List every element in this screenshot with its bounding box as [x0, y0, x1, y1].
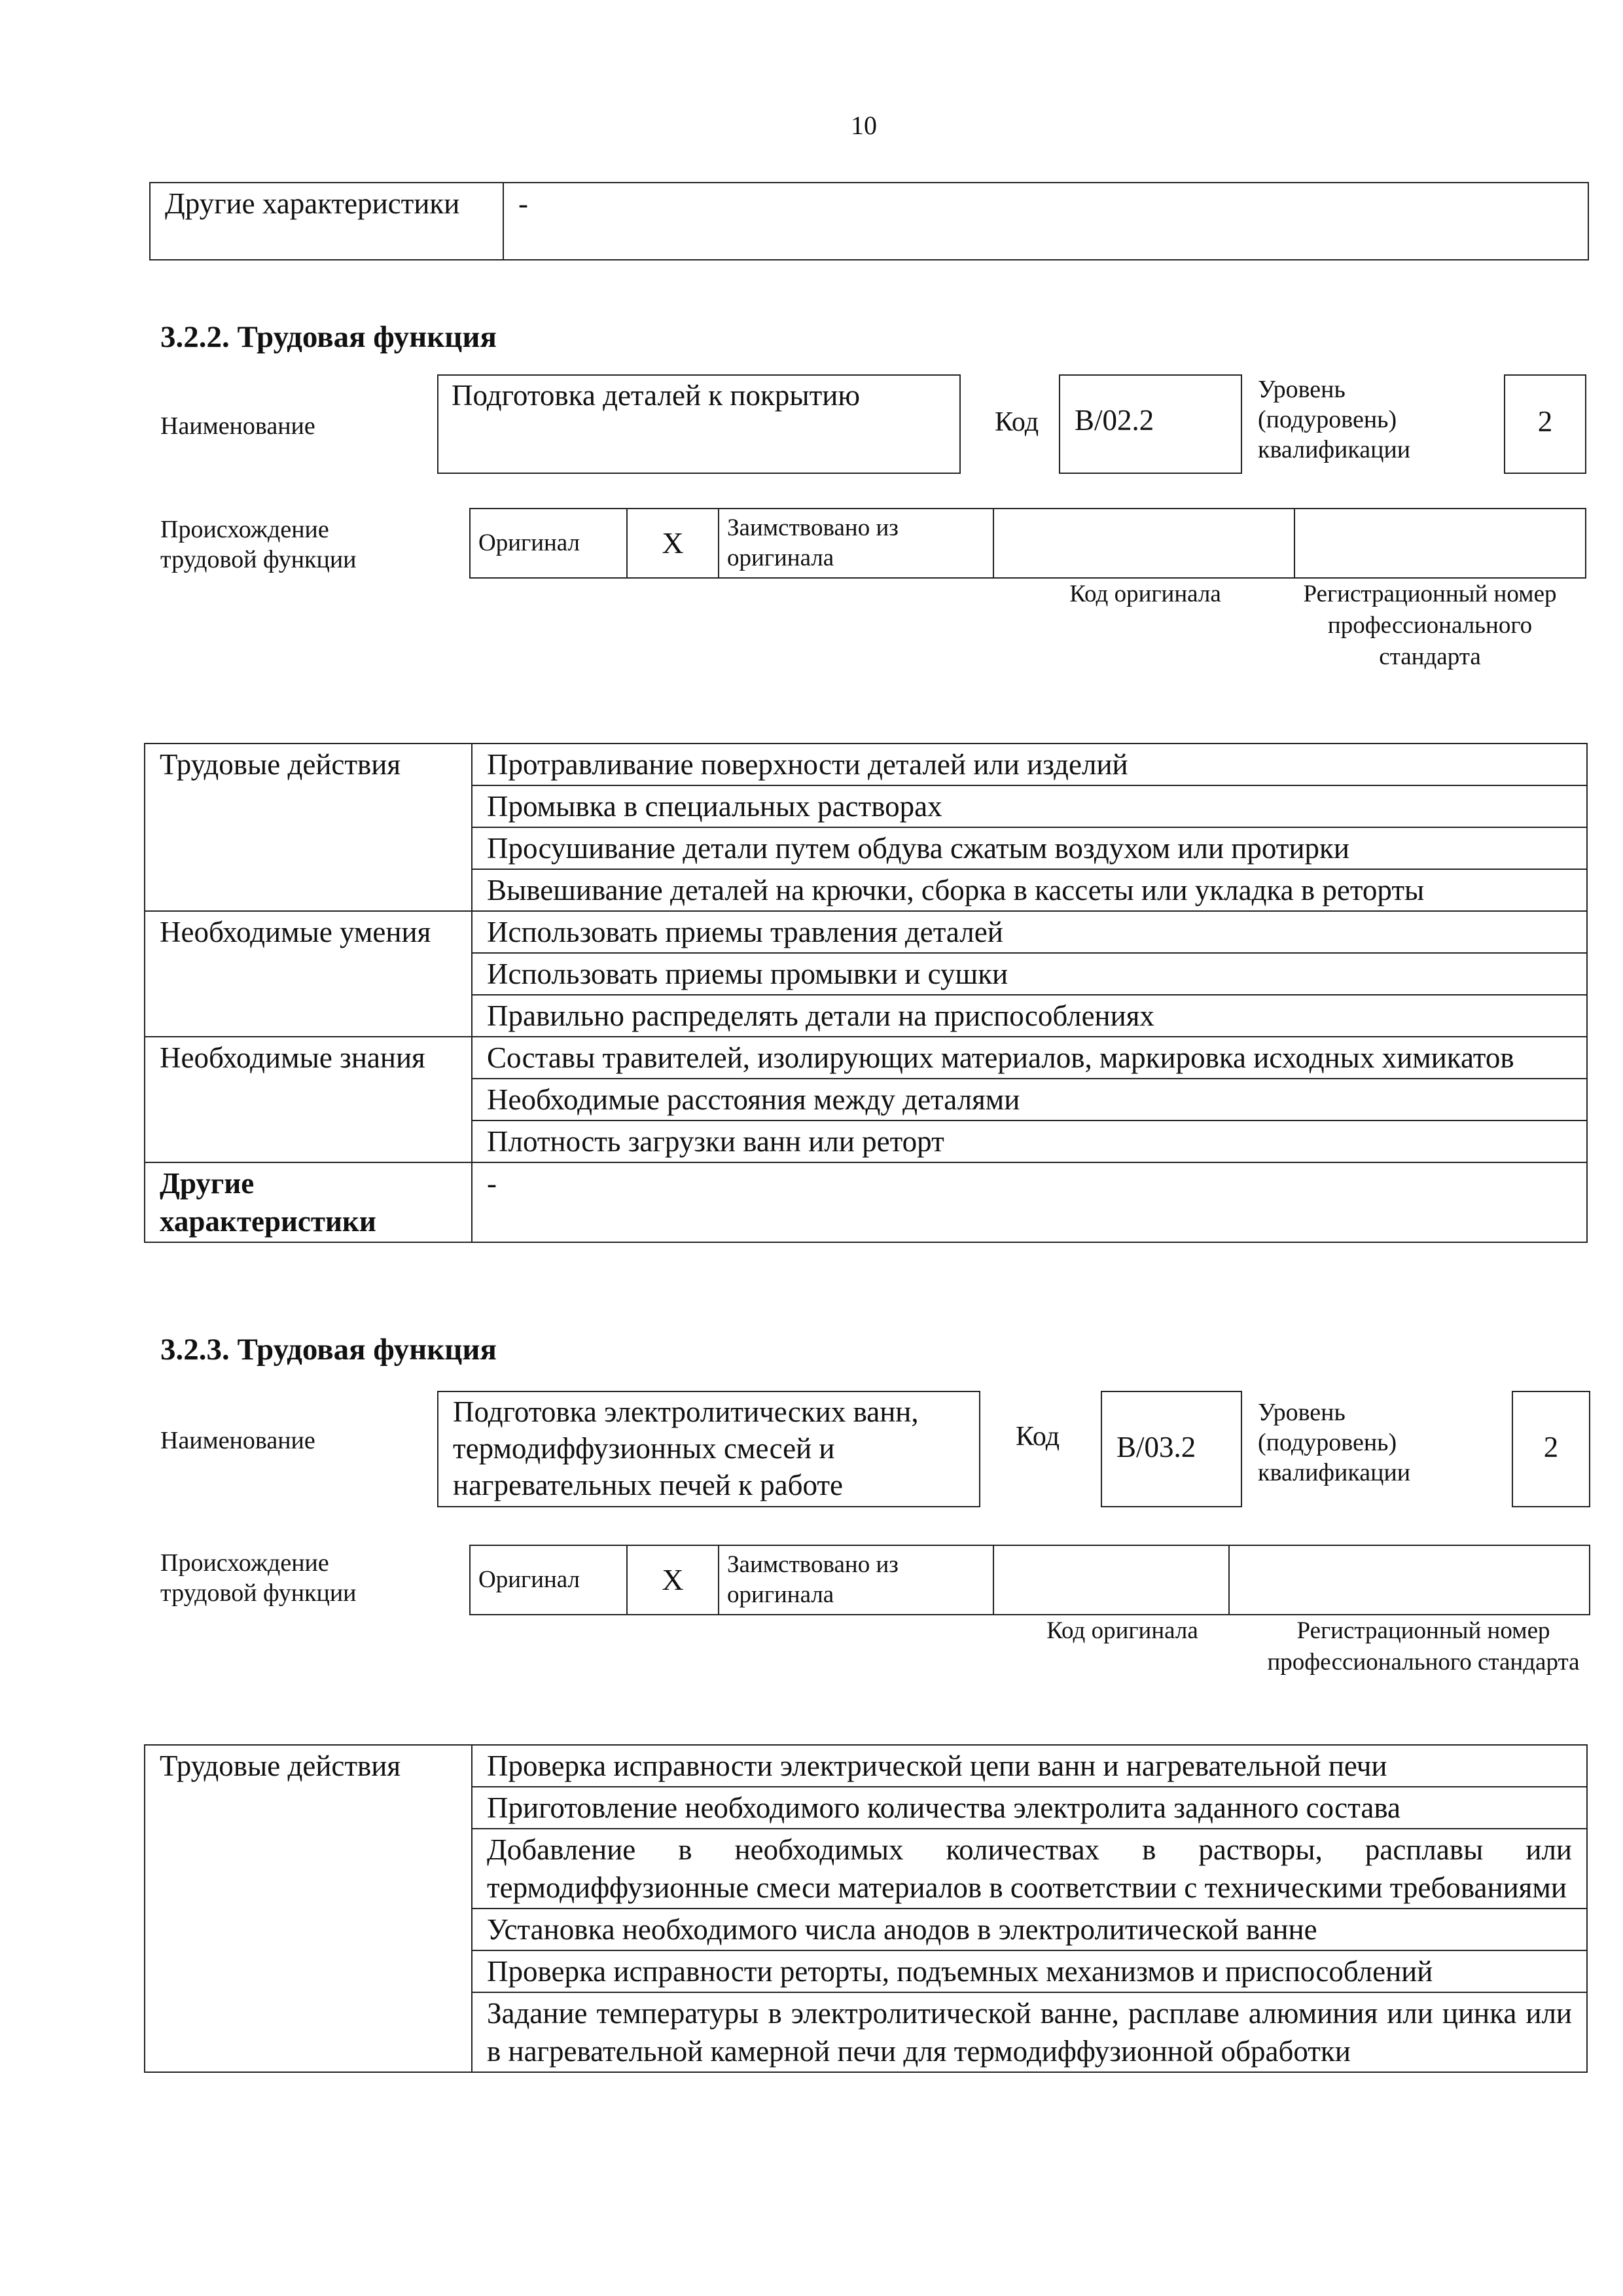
skills-label-322: Необходимые умения	[145, 911, 472, 1037]
knowledge-item: Плотность загрузки ванн или реторт	[472, 1121, 1587, 1162]
function-table-322	[144, 743, 1588, 1243]
code-original-caption-322: Код оригинала	[1069, 581, 1221, 607]
skill-item: Правильно распределять детали на приспособлениях	[472, 995, 1587, 1037]
borrowed-label-323: Заимствовано из оригинала	[719, 1545, 993, 1615]
section-heading-322: 3.2.2. Трудовая функция	[160, 320, 497, 354]
original-mark-322: X	[627, 509, 719, 578]
actions-label-323: Трудовые действия	[145, 1745, 472, 2072]
code-label-322: Код	[995, 407, 1039, 437]
knowledge-label-322: Необходимые знания	[145, 1037, 472, 1162]
actions-label-322: Трудовые действия	[145, 744, 472, 911]
name-label-323: Наименование	[160, 1427, 315, 1454]
code-label-323: Код	[1016, 1422, 1060, 1452]
action-item: Просушивание детали путем обдува сжатым воздухом или протирки	[472, 827, 1587, 869]
origin-label-322: Происхождение трудовой функции	[160, 516, 357, 573]
other-value-322: -	[472, 1162, 1587, 1242]
top-other-value: -	[503, 183, 1588, 260]
action-item: Приготовление необходимого количества электролита заданного состава	[472, 1787, 1587, 1829]
skill-item: Использовать приемы травления деталей	[472, 911, 1587, 953]
code-original-cell-323	[993, 1545, 1229, 1615]
knowledge-item: Необходимые расстояния между деталями	[472, 1079, 1587, 1121]
code-value-323: B/03.2	[1101, 1391, 1242, 1507]
code-original-caption-323: Код оригинала	[1046, 1617, 1198, 1644]
action-item: Задание температуры в электролитической ванне, расплаве алюминия или цинка или в нагревательной камерной печи для термодиффузионной обработки	[472, 1992, 1587, 2072]
action-item: Вывешивание деталей на крючки, сборка в кассеты или укладка в реторты	[472, 869, 1587, 911]
page-number: 10	[851, 111, 877, 140]
section-heading-323: 3.2.3. Трудовая функция	[160, 1333, 497, 1367]
reg-number-cell-322	[1294, 509, 1586, 578]
level-value-323: 2	[1512, 1391, 1590, 1507]
action-item: Установка необходимого числа анодов в электролитической ванне	[472, 1909, 1587, 1950]
action-item: Проверка исправности реторты, подъемных механизмов и приспособлений	[472, 1950, 1587, 1992]
function-table-323	[144, 1744, 1588, 2073]
action-item: Проверка исправности электрической цепи ванн и нагревательной печи	[472, 1745, 1587, 1787]
name-label-322: Наименование	[160, 412, 315, 440]
code-original-cell-322	[993, 509, 1294, 578]
skill-item: Использовать приемы промывки и сушки	[472, 953, 1587, 995]
origin-label-323: Происхождение трудовой функции	[160, 1549, 357, 1607]
reg-caption-323: Регистрационный номер профессионального стандарта	[1267, 1617, 1580, 1676]
name-value-322: Подготовка деталей к покрытию	[437, 374, 961, 474]
action-item: Протравливание поверхности деталей или изделий	[472, 744, 1587, 785]
level-label-322: Уровень (подуровень) квалификации	[1258, 376, 1411, 463]
original-mark-323: X	[627, 1545, 719, 1615]
top-other-table	[149, 182, 1589, 260]
action-item: Промывка в специальных растворах	[472, 785, 1587, 827]
other-label-322: Другие характеристики	[145, 1162, 472, 1242]
reg-number-cell-323	[1229, 1545, 1590, 1615]
top-other-label: Другие характеристики	[150, 183, 503, 260]
borrowed-label-322: Заимствовано из оригинала	[719, 509, 993, 578]
level-value-322: 2	[1504, 374, 1586, 474]
original-label-323: Оригинал	[470, 1545, 627, 1615]
code-value-322: B/02.2	[1059, 374, 1242, 474]
origin-table-323	[469, 1545, 1590, 1615]
action-item: Добавление в необходимых количествах в растворы, расплавы или термодиффузионные смеси материалов в соответствии с техническими требованиями	[472, 1829, 1587, 1909]
name-value-323: Подготовка электролитических ванн, термодиффузионных смесей и нагревательных печей к работе	[437, 1391, 980, 1507]
level-label-323: Уровень (подуровень) квалификации	[1258, 1399, 1411, 1486]
original-label-322: Оригинал	[470, 509, 627, 578]
knowledge-item: Составы травителей, изолирующих материалов, маркировка исходных химикатов	[472, 1037, 1587, 1079]
reg-caption-322: Регистрационный номер профессионального стандарта	[1303, 581, 1557, 670]
origin-table-322	[469, 508, 1586, 579]
